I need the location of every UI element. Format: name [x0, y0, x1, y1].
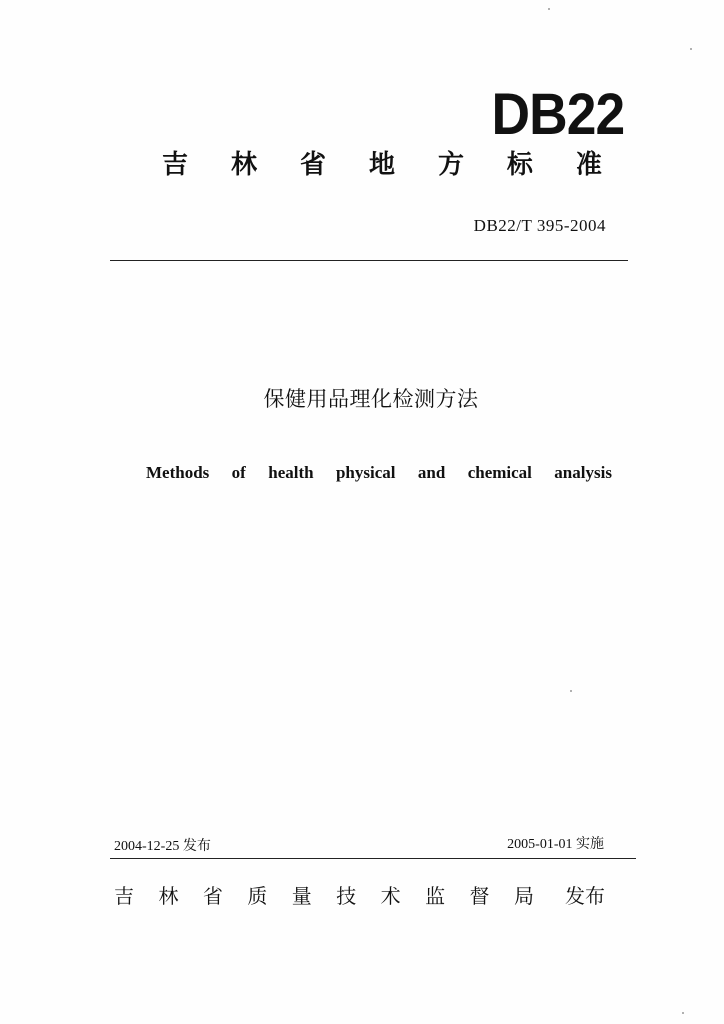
bottom-divider: [110, 858, 636, 859]
standard-type-char: 地: [368, 150, 395, 180]
standard-type-char: 标: [506, 150, 533, 180]
issuer-char: 监: [425, 884, 446, 908]
title-word: physical: [335, 463, 396, 482]
title-word: and: [417, 463, 446, 482]
title-word: chemical: [467, 463, 532, 482]
issue-date: 2004-12-25 发布: [114, 839, 211, 854]
issuer-suffix: 发布: [565, 884, 605, 908]
title-word: health: [268, 463, 314, 482]
scan-speck: [570, 690, 572, 692]
document-title-chinese: 保健用品理化检测方法: [263, 387, 479, 411]
implementation-date: 2005-01-01 实施: [507, 837, 604, 852]
standard-type-char: 方: [437, 150, 464, 180]
standard-number: DB22/T 395-2004: [473, 216, 606, 235]
issuer-char: 局: [513, 884, 534, 908]
standard-type-char: 省: [299, 150, 326, 180]
scan-speck: [690, 48, 692, 50]
title-word: analysis: [554, 463, 612, 482]
title-word: of: [231, 463, 246, 482]
issuer-char: 质: [247, 884, 268, 908]
issuer-char: 量: [291, 884, 312, 908]
issuer-char: 技: [336, 884, 357, 908]
issuer-char: 林: [158, 884, 179, 908]
issuing-authority: [114, 880, 534, 909]
standard-type: [162, 152, 602, 178]
scan-speck: [682, 1012, 684, 1014]
top-divider: [110, 260, 628, 261]
standard-type-char: 林: [230, 150, 257, 180]
issuer-char: 督: [469, 884, 490, 908]
standard-type-char: 准: [575, 150, 602, 180]
standard-type-char: 吉: [162, 150, 189, 180]
standard-code-logo: DB22: [491, 82, 624, 147]
scan-speck: [548, 8, 550, 10]
document-title-english: [146, 463, 612, 483]
issuer-char: 省: [202, 884, 223, 908]
title-word: Methods: [146, 463, 210, 482]
issuer-char: 术: [380, 884, 401, 908]
issuer-char: 吉: [114, 884, 134, 908]
